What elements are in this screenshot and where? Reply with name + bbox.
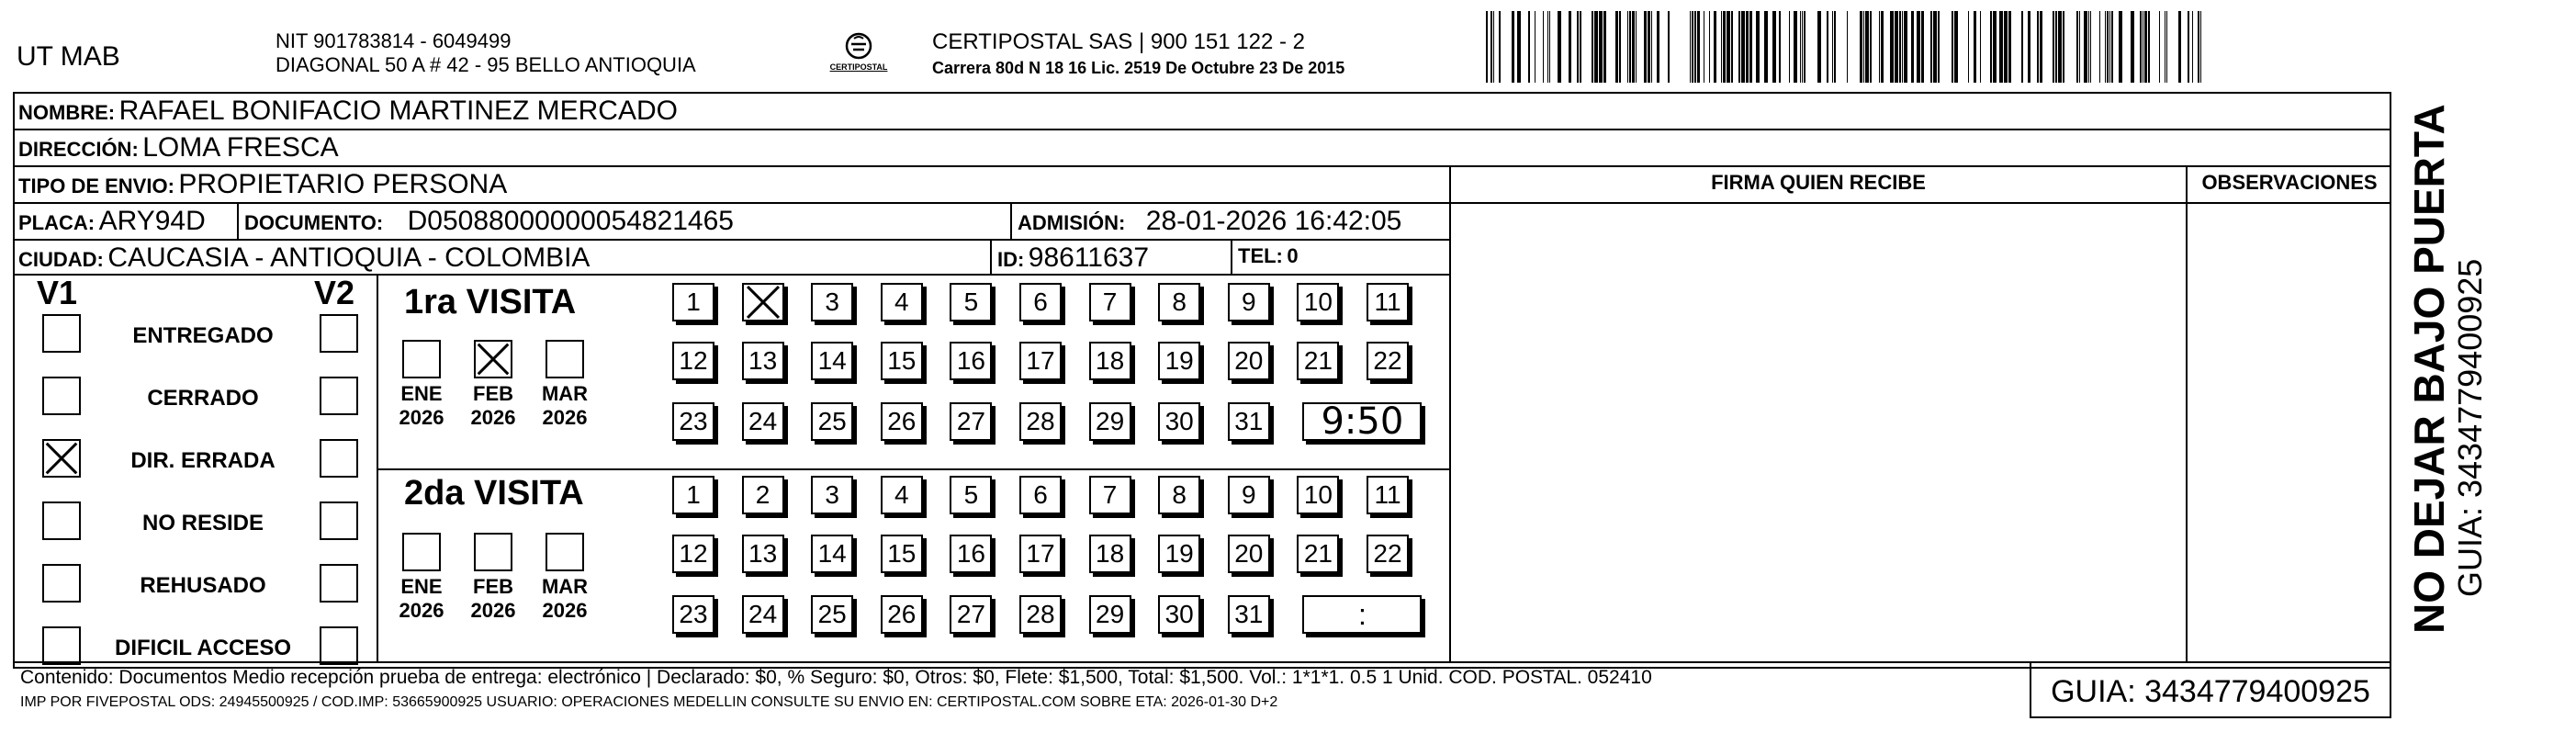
tipo-value: PROPIETARIO PERSONA	[178, 169, 508, 199]
status-v2-checkbox[interactable]	[320, 314, 358, 353]
barcode	[1486, 11, 2209, 83]
visit2-day-box[interactable]: 20	[1228, 535, 1270, 573]
sender-nit: NIT 901783814 - 6049499	[276, 29, 512, 52]
visit1-day-box[interactable]: 17	[1019, 342, 1062, 380]
visit2-day-box[interactable]: 12	[672, 535, 714, 573]
visit1-title: 1ra VISITA	[404, 283, 577, 321]
month-name: MAR	[541, 575, 589, 598]
visit2-day-box[interactable]: 25	[811, 595, 853, 634]
status-v2-checkbox[interactable]	[320, 626, 358, 665]
visit1-day-box[interactable]: 30	[1158, 402, 1200, 441]
visit1-month-label	[461, 382, 525, 430]
month-year: 2026	[542, 599, 588, 622]
visit2-day-box[interactable]: 15	[881, 535, 923, 573]
status-v2-checkbox[interactable]	[320, 564, 358, 603]
visit2-day-box[interactable]: 16	[950, 535, 992, 573]
row-tipo	[18, 169, 507, 200]
row-nombre	[18, 96, 678, 127]
visit1-day-box[interactable]: 23	[672, 402, 714, 441]
visit2-month-label	[389, 575, 454, 623]
visit1-month-label	[533, 382, 597, 430]
row-tel	[1238, 244, 1299, 268]
company-license: Carrera 80d N 18 16 Lic. 2519 De Octubre 23 De 2015	[932, 59, 1345, 77]
visit2-day-box[interactable]: 8	[1158, 476, 1200, 514]
visit1-day-box[interactable]: 29	[1089, 402, 1131, 441]
side-text	[2406, 83, 2525, 634]
ciudad-label: CIUDAD:	[18, 248, 104, 271]
tipo-label: TIPO DE ENVIO:	[18, 175, 174, 197]
placa-value: ARY94D	[98, 206, 206, 236]
visit1-day-box[interactable]: 25	[811, 402, 853, 441]
row-placa	[18, 206, 206, 237]
nombre-label: NOMBRE:	[18, 101, 116, 124]
visit2-day-box[interactable]: 10	[1297, 476, 1339, 514]
visit1-month-checkbox[interactable]	[546, 340, 584, 378]
visit1-day-box[interactable]: 14	[811, 342, 853, 380]
visit2-month-label	[461, 575, 525, 623]
visit2-day-box[interactable]: 31	[1228, 595, 1270, 634]
status-v1-checkbox[interactable]	[42, 564, 81, 603]
status-label: CERRADO	[147, 386, 259, 411]
firma-area[interactable]	[1451, 204, 2184, 659]
side-no-dejar: NO DEJAR BAJO PUERTA	[2405, 104, 2453, 634]
visit1-day-box[interactable]: 21	[1297, 342, 1339, 380]
sender-address: DIAGONAL 50 A # 42 - 95 BELLO ANTIOQUIA	[276, 53, 696, 76]
visit2-day-box[interactable]: 19	[1158, 535, 1200, 573]
visit2-day-box[interactable]: 30	[1158, 595, 1200, 634]
month-name: MAR	[541, 382, 589, 405]
month-year: 2026	[399, 406, 444, 429]
v2-label: V2	[314, 274, 355, 311]
admision-value: 28-01-2026 16:42:05	[1145, 206, 1402, 236]
visit2-title: 2da VISITA	[404, 474, 584, 513]
visit2-day-box[interactable]: 17	[1019, 535, 1062, 573]
footer-contenido: Contenido: Documentos Medio recepción prueba de entrega: electrónico | Declarado: $0, % Seguro: $0, Otros: $0, Flete: $1,500, Total: $1,500. Vol.: 1*1*1. 0.5 1 Unid. COD. POSTAL. 052410	[20, 667, 1652, 688]
logo-text: CERTIPOSTAL	[829, 62, 888, 72]
status-v1-checkbox[interactable]	[42, 314, 81, 353]
visit2-day-box[interactable]: 28	[1019, 595, 1062, 634]
visit1-day-box[interactable]: 12	[672, 342, 714, 380]
footer-imp: IMP POR FIVEPOSTAL ODS: 24945500925 / COD.IMP: 53665900925 USUARIO: OPERACIONES MEDELLIN CONSULTE SU ENVIO EN: CERTIPOSTAL.COM SOBRE ETA: 2026-01-30 D+2	[20, 694, 1278, 710]
status-v1-checkbox[interactable]	[42, 439, 81, 478]
visit1-day-box[interactable]: 18	[1089, 342, 1131, 380]
visit1-day-box[interactable]: 22	[1367, 342, 1409, 380]
row-admision	[1018, 206, 1401, 237]
month-name: FEB	[473, 382, 513, 405]
direccion-label: DIRECCIÓN:	[18, 138, 139, 161]
row-ciudad	[18, 242, 590, 274]
visit1-day-box[interactable]: 5	[950, 283, 992, 321]
status-v2-checkbox[interactable]	[320, 501, 358, 540]
visit2-month-checkbox[interactable]	[546, 533, 584, 571]
direccion-value: LOMA FRESCA	[142, 132, 339, 163]
visit1-day-box[interactable]: 26	[881, 402, 923, 441]
company-name: CERTIPOSTAL SAS | 900 151 122 - 2	[932, 29, 1305, 54]
month-year: 2026	[399, 599, 444, 622]
observaciones-label: OBSERVACIONES	[2201, 171, 2378, 194]
visit2-month-checkbox[interactable]	[474, 533, 512, 571]
visit1-day-box[interactable]: 6	[1019, 283, 1062, 321]
status-v1-checkbox[interactable]	[42, 377, 81, 415]
month-year: 2026	[542, 406, 588, 429]
status-label: ENTREGADO	[132, 323, 274, 348]
visit2-day-box[interactable]: 7	[1089, 476, 1131, 514]
visit2-day-box[interactable]: 18	[1089, 535, 1131, 573]
visit2-day-box[interactable]: 4	[881, 476, 923, 514]
status-v2-checkbox[interactable]	[320, 377, 358, 415]
observaciones-area[interactable]	[2188, 204, 2390, 659]
visit2-day-box[interactable]: 21	[1297, 535, 1339, 573]
visit1-day-box[interactable]: 24	[742, 402, 784, 441]
visit2-day-box[interactable]: 3	[811, 476, 853, 514]
documento-label: DOCUMENTO:	[244, 211, 384, 234]
visit1-time-box[interactable]: 9:50	[1302, 402, 1422, 441]
visit2-day-box[interactable]: 27	[950, 595, 992, 634]
footer-guia: GUIA: 3434779400925	[2051, 674, 2370, 709]
firma-label: FIRMA QUIEN RECIBE	[1711, 171, 1926, 194]
side-guia: GUIA: 3434779400925	[2451, 258, 2489, 597]
admision-label: ADMISIÓN:	[1018, 211, 1126, 234]
visit1-day-box[interactable]: 1	[672, 283, 714, 321]
visit1-day-box[interactable]: 4	[881, 283, 923, 321]
visit1-day-box[interactable]: 10	[1297, 283, 1339, 321]
status-v2-checkbox[interactable]	[320, 439, 358, 478]
month-year: 2026	[470, 599, 516, 622]
visit1-day-box[interactable]: 19	[1158, 342, 1200, 380]
status-label: NO RESIDE	[141, 511, 264, 535]
id-label: ID:	[997, 248, 1025, 271]
status-v1-checkbox[interactable]	[42, 501, 81, 540]
status-v1-checkbox[interactable]	[42, 626, 81, 665]
visit2-day-box[interactable]: 1	[672, 476, 714, 514]
visit1-day-box[interactable]: 9	[1228, 283, 1270, 321]
visit2-time-box[interactable]: :	[1302, 595, 1422, 634]
certipostal-logo	[808, 26, 909, 81]
tel-value: 0	[1287, 244, 1299, 267]
visit2-day-box[interactable]: 5	[950, 476, 992, 514]
visit1-day-box[interactable]: 28	[1019, 402, 1062, 441]
tel-label: TEL:	[1238, 244, 1283, 267]
visit2-day-box[interactable]: 29	[1089, 595, 1131, 634]
row-id	[997, 242, 1149, 274]
visit1-day-box[interactable]: 31	[1228, 402, 1270, 441]
visit2-day-box[interactable]: 9	[1228, 476, 1270, 514]
month-name: ENE	[400, 575, 443, 598]
ciudad-value: CAUCASIA - ANTIOQUIA - COLOMBIA	[107, 242, 591, 273]
visit2-month-checkbox[interactable]	[402, 533, 441, 571]
visit2-day-box[interactable]: 22	[1367, 535, 1409, 573]
visit1-month-checkbox[interactable]	[402, 340, 441, 378]
month-name: ENE	[400, 382, 443, 405]
visit1-day-box[interactable]: 11	[1367, 283, 1409, 321]
visit1-day-box[interactable]: 8	[1158, 283, 1200, 321]
visit2-day-box[interactable]: 14	[811, 535, 853, 573]
row-documento	[244, 206, 734, 237]
visit1-day-box[interactable]: 16	[950, 342, 992, 380]
visit2-day-box[interactable]: 6	[1019, 476, 1062, 514]
documento-value: D05088000000054821465	[407, 206, 734, 236]
visit1-day-box[interactable]: 15	[881, 342, 923, 380]
id-value: 98611637	[1028, 242, 1150, 273]
visit2-day-box[interactable]: 23	[672, 595, 714, 634]
placa-label: PLACA:	[18, 211, 96, 234]
status-label: DIR. ERRADA	[130, 448, 276, 473]
visit1-day-box[interactable]: 3	[811, 283, 853, 321]
visit2-day-box[interactable]: 26	[881, 595, 923, 634]
visit2-month-label	[533, 575, 597, 623]
visit1-month-label	[389, 382, 454, 430]
visit1-day-box[interactable]: 27	[950, 402, 992, 441]
nombre-value: RAFAEL BONIFACIO MARTINEZ MERCADO	[118, 96, 678, 126]
visit2-day-box[interactable]: 24	[742, 595, 784, 634]
row-direccion	[18, 132, 339, 163]
visit2-day-box[interactable]: 13	[742, 535, 784, 573]
visit1-day-box[interactable]: 20	[1228, 342, 1270, 380]
visit1-day-box[interactable]	[742, 283, 784, 321]
month-name: FEB	[473, 575, 513, 598]
status-label: DIFICIL ACCESO	[114, 636, 291, 660]
month-year: 2026	[470, 406, 516, 429]
status-label: REHUSADO	[140, 573, 266, 598]
v1-label: V1	[37, 274, 78, 311]
visit1-month-checkbox[interactable]	[474, 340, 512, 378]
visit2-day-box[interactable]: 11	[1367, 476, 1409, 514]
visit1-day-box[interactable]: 7	[1089, 283, 1131, 321]
visit1-day-box[interactable]: 13	[742, 342, 784, 380]
visit2-day-box[interactable]: 2	[742, 476, 784, 514]
sender-name: UT MAB	[17, 41, 120, 72]
